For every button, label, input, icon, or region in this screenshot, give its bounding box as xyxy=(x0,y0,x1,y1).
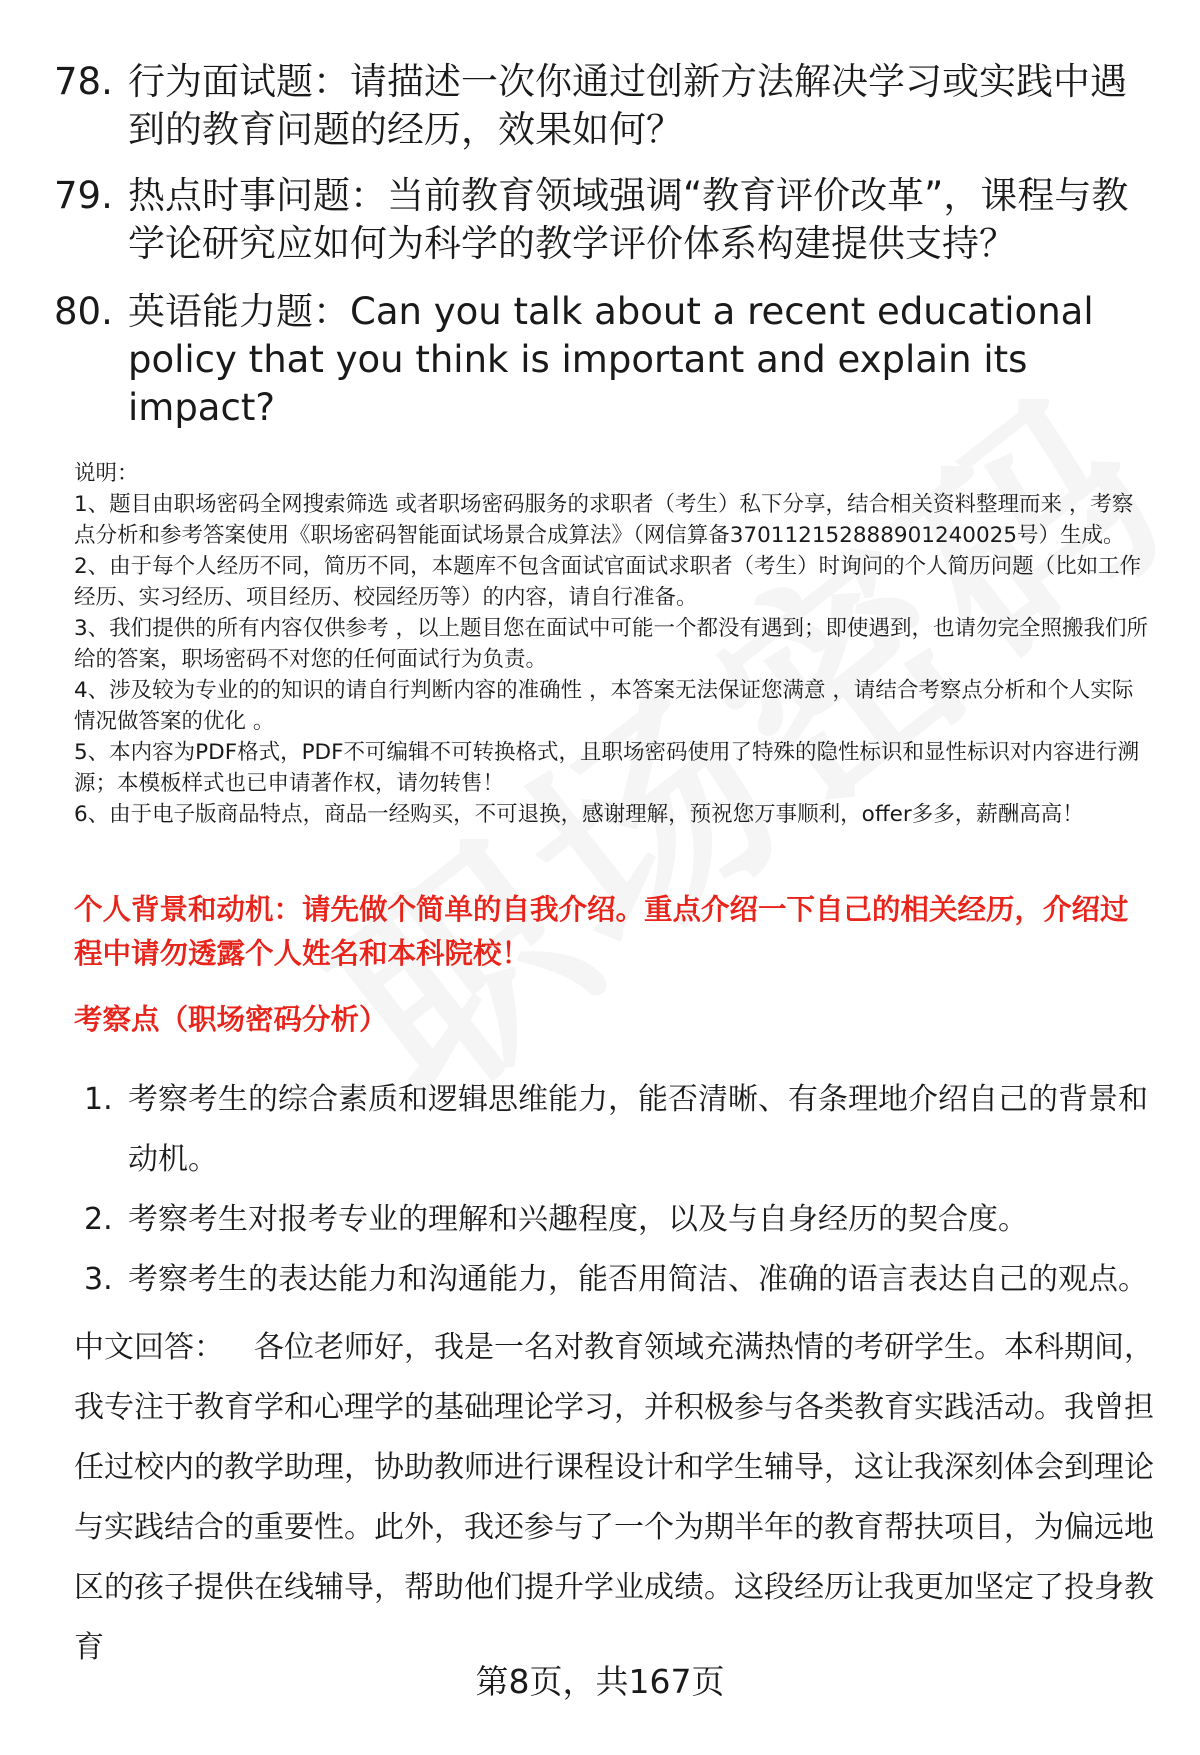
note-item: 6、由于电子版商品特点，商品一经购买，不可退换，感谢理解，预祝您万事顺利，offer多多，薪酬高高！ xyxy=(74,802,1084,827)
question-number: 80. xyxy=(54,290,113,333)
note-item: 3、我们提供的所有内容仅供参考 ，以上题目您在面试中可能一个都没有遇到；即使遇到，也请勿完全照搬我们所给的答案，职场密码不对您的任何面试行为负责。 xyxy=(74,616,1149,672)
point-number: 3. xyxy=(84,1262,113,1297)
question-79 xyxy=(54,172,1154,268)
note-item: 5、本内容为PDF格式，PDF不可编辑不可转换格式，且职场密码使用了特殊的隐性标识和显性标识对内容进行溯源；本模板样式也已申请著作权，请勿转售！ xyxy=(74,740,1139,796)
question-text: 英语能力题：Can you talk about a recent educational policy that you think is important and explain its impact? xyxy=(128,290,1094,429)
page-footer: 第8页，共167页 xyxy=(475,1662,725,1701)
question-text: 热点时事问题：当前教育领域强调“教育评价改革”，课程与教学论研究应如何为科学的教学评价体系构建提供支持？ xyxy=(128,174,1129,265)
point-text: 考察考生的综合素质和逻辑思维能力，能否清晰、有条理地介绍自己的背景和动机。 xyxy=(128,1082,1148,1177)
note-item: 2、由于每个人经历不同，简历不同，本题库不包含面试官面试求职者（考生）时询问的个人简历问题（比如工作经历、实习经历、项目经历、校园经历等）的内容，请自行准备。 xyxy=(74,554,1142,610)
notes-block xyxy=(74,458,1154,830)
note-item: 1、题目由职场密码全网搜索筛选 或者职场密码服务的求职者（考生）私下分享，结合相关资料整理而来 ，考察点分析和参考答案使用《职场密码智能面试场景合成算法》（网信算备370112152888901240025号）生成。 xyxy=(74,492,1134,548)
question-number: 78. xyxy=(54,60,113,103)
section-question: 个人背景和动机：请先做个简单的自我介绍。重点介绍一下自己的相关经历，介绍过程中请勿透露个人姓名和本科院校！ xyxy=(74,893,1129,970)
question-80 xyxy=(54,288,1154,432)
point-number: 2. xyxy=(84,1202,113,1237)
list-item xyxy=(84,1250,1154,1310)
points-list xyxy=(84,1070,1154,1310)
point-number: 1. xyxy=(84,1082,113,1117)
question-text: 行为面试题：请描述一次你通过创新方法解决学习或实践中遇到的教育问题的经历，效果如何？ xyxy=(128,60,1127,151)
note-item: 4、涉及较为专业的的知识的请自行判断内容的准确性 ，本答案无法保证您满意 ，请结合考察点分析和个人实际情况做答案的优化 。 xyxy=(74,678,1134,734)
points-title: 考察点（职场密码分析） xyxy=(74,1003,388,1036)
question-number: 79. xyxy=(54,174,113,217)
question-78 xyxy=(54,58,1154,154)
list-item xyxy=(84,1070,1154,1190)
point-text: 考察考生对报考专业的理解和兴趣程度，以及与自身经历的契合度。 xyxy=(128,1202,1028,1237)
answer-text: 各位老师好，我是一名对教育领域充满热情的考研学生。本科期间，我专注于教育学和心理学的基础理论学习，并积极参与各类教育实践活动。我曾担任过校内的教学助理，协助教师进行课程设计和学生辅导，这让我深刻体会到理论与实践结合的重要性。此外，我还参与了一个为期半年的教育帮扶项目，为偏远地区的孩子提供在线辅导，帮助他们提升学业成绩。这段经历让我更加坚定了投身教育 xyxy=(74,1330,1154,1665)
notes-title: 说明： xyxy=(74,461,139,486)
point-text: 考察考生的表达能力和沟通能力，能否用简洁、准确的语言表达自己的观点。 xyxy=(128,1262,1148,1297)
list-item xyxy=(84,1190,1154,1250)
answer-label: 中文回答： xyxy=(74,1330,224,1365)
answer-block xyxy=(74,1318,1156,1678)
